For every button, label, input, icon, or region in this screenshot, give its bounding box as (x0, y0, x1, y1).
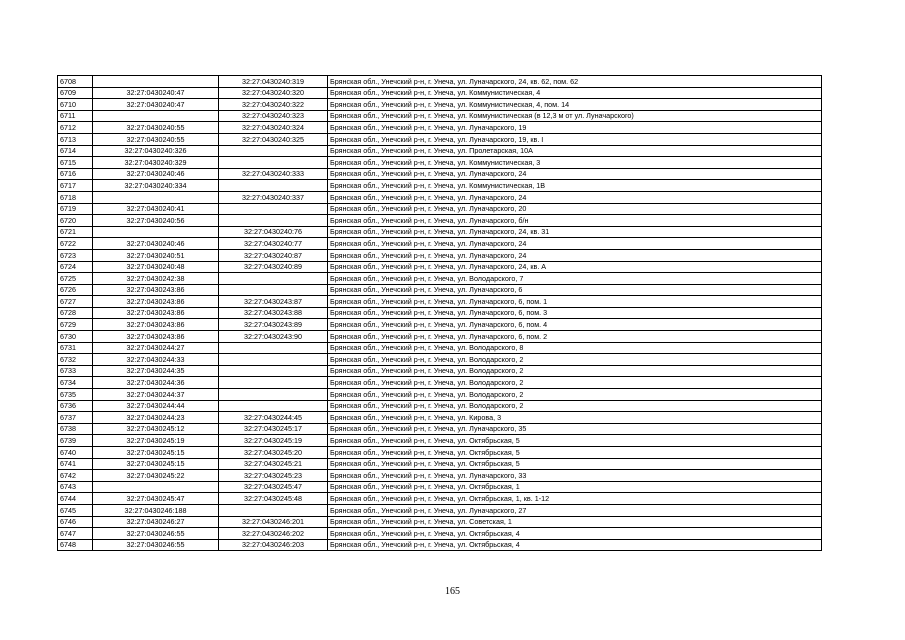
table-row (58, 87, 822, 99)
parent-cadastral-cell: 32:27:0430245:15 (93, 447, 219, 459)
parent-cadastral-cell: 32:27:0430240:47 (93, 99, 219, 111)
parent-cadastral-cell (93, 481, 219, 493)
cadastral-number-cell: 32:27:0430245:19 (219, 435, 328, 447)
address-cell: Брянская обл., Унечский р-н, г. Унеча, ул. Володарского, 8 (328, 342, 822, 354)
cadastral-number-cell (219, 354, 328, 366)
address-cell: Брянская обл., Унечский р-н, г. Унеча, ул. Володарского, 2 (328, 389, 822, 401)
row-number-cell: 6717 (58, 180, 93, 192)
address-cell: Брянская обл., Унечский р-н, г. Унеча, ул. Советская, 1 (328, 516, 822, 528)
address-cell: Брянская обл., Унечский р-н, г. Унеча, ул. Октябрьская, 5 (328, 435, 822, 447)
cadastral-number-cell: 32:27:0430246:201 (219, 516, 328, 528)
row-number-cell: 6732 (58, 354, 93, 366)
parent-cadastral-cell (93, 191, 219, 203)
row-number-cell: 6719 (58, 203, 93, 215)
cadastral-number-cell (219, 284, 328, 296)
row-number-cell: 6741 (58, 458, 93, 470)
parent-cadastral-cell: 32:27:0430242:38 (93, 273, 219, 285)
parent-cadastral-cell: 32:27:0430245:15 (93, 458, 219, 470)
address-cell: Брянская обл., Унечский р-н, г. Унеча, ул. Луначарского, 19, кв. I (328, 133, 822, 145)
parent-cadastral-cell: 32:27:0430246:188 (93, 504, 219, 516)
parent-cadastral-cell: 32:27:0430245:12 (93, 423, 219, 435)
address-cell: Брянская обл., Унечский р-н, г. Унеча, ул. Луначарского, 20 (328, 203, 822, 215)
parent-cadastral-cell: 32:27:0430240:46 (93, 238, 219, 250)
address-cell: Брянская обл., Унечский р-н, г. Унеча, ул. Луначарского, 24, кв. А (328, 261, 822, 273)
parent-cadastral-cell: 32:27:0430240:51 (93, 249, 219, 261)
table-row (58, 180, 822, 192)
cadastral-number-cell (219, 215, 328, 227)
cadastral-number-cell: 32:27:0430240:76 (219, 226, 328, 238)
parent-cadastral-cell: 32:27:0430243:86 (93, 319, 219, 331)
parent-cadastral-cell: 32:27:0430243:86 (93, 331, 219, 343)
row-number-cell: 6711 (58, 110, 93, 122)
table-row (58, 331, 822, 343)
address-cell: Брянская обл., Унечский р-н, г. Унеча, ул. Луначарского, 33 (328, 470, 822, 482)
parent-cadastral-cell: 32:27:0430246:55 (93, 528, 219, 540)
cadastral-number-cell: 32:27:0430245:21 (219, 458, 328, 470)
table-row (58, 539, 822, 551)
row-number-cell: 6724 (58, 261, 93, 273)
cadastral-number-cell (219, 203, 328, 215)
row-number-cell: 6727 (58, 296, 93, 308)
parent-cadastral-cell: 32:27:0430244:36 (93, 377, 219, 389)
cadastral-number-cell: 32:27:0430246:202 (219, 528, 328, 540)
table-row (58, 168, 822, 180)
row-number-cell: 6728 (58, 307, 93, 319)
address-cell: Брянская обл., Унечский р-н, г. Унеча, ул. Володарского, 7 (328, 273, 822, 285)
address-cell: Брянская обл., Унечский р-н, г. Унеча, ул. Луначарского, 6, пом. 4 (328, 319, 822, 331)
table-row (58, 365, 822, 377)
address-cell: Брянская обл., Унечский р-н, г. Унеча, ул. Луначарского, 27 (328, 504, 822, 516)
row-number-cell: 6738 (58, 423, 93, 435)
address-cell: Брянская обл., Унечский р-н, г. Унеча, ул. Володарского, 2 (328, 354, 822, 366)
table-row (58, 122, 822, 134)
parent-cadastral-cell: 32:27:0430243:86 (93, 284, 219, 296)
table-row (58, 145, 822, 157)
cadastral-number-cell (219, 180, 328, 192)
address-cell: Брянская обл., Унечский р-н, г. Унеча, ул. Коммунистическая, 1В (328, 180, 822, 192)
row-number-cell: 6722 (58, 238, 93, 250)
row-number-cell: 6733 (58, 365, 93, 377)
cadastral-number-cell: 32:27:0430240:319 (219, 76, 328, 88)
row-number-cell: 6726 (58, 284, 93, 296)
row-number-cell: 6745 (58, 504, 93, 516)
address-cell: Брянская обл., Унечский р-н, г. Унеча, ул. Пролетарская, 10А (328, 145, 822, 157)
row-number-cell: 6730 (58, 331, 93, 343)
cadastral-number-cell: 32:27:0430240:333 (219, 168, 328, 180)
row-number-cell: 6740 (58, 447, 93, 459)
address-cell: Брянская обл., Унечский р-н, г. Унеча, ул. Октябрьская, 5 (328, 447, 822, 459)
table-row (58, 528, 822, 540)
row-number-cell: 6718 (58, 191, 93, 203)
parent-cadastral-cell: 32:27:0430244:37 (93, 389, 219, 401)
table-row (58, 203, 822, 215)
parent-cadastral-cell: 32:27:0430244:33 (93, 354, 219, 366)
table-row (58, 412, 822, 424)
parent-cadastral-cell: 32:27:0430243:86 (93, 296, 219, 308)
row-number-cell: 6735 (58, 389, 93, 401)
address-cell: Брянская обл., Унечский р-н, г. Унеча, ул. Луначарского, 6 (328, 284, 822, 296)
cadastral-number-cell: 32:27:0430240:323 (219, 110, 328, 122)
parent-cadastral-cell (93, 76, 219, 88)
row-number-cell: 6734 (58, 377, 93, 389)
table-row (58, 389, 822, 401)
cadastral-number-cell: 32:27:0430243:87 (219, 296, 328, 308)
address-cell: Брянская обл., Унечский р-н, г. Унеча, ул. Луначарского, 24 (328, 191, 822, 203)
table-row (58, 342, 822, 354)
address-cell: Брянская обл., Унечский р-н, г. Унеча, ул. Коммунистическая, 4 (328, 87, 822, 99)
row-number-cell: 6715 (58, 157, 93, 169)
table-row (58, 400, 822, 412)
address-cell: Брянская обл., Унечский р-н, г. Унеча, ул. Луначарского, б/н (328, 215, 822, 227)
parent-cadastral-cell: 32:27:0430245:22 (93, 470, 219, 482)
table-row (58, 470, 822, 482)
address-cell: Брянская обл., Унечский р-н, г. Унеча, ул. Луначарского, 24, кв. 31 (328, 226, 822, 238)
address-cell: Брянская обл., Унечский р-н, г. Унеча, ул. Володарского, 2 (328, 400, 822, 412)
registry-table (57, 75, 822, 551)
address-cell: Брянская обл., Унечский р-н, г. Унеча, ул. Володарского, 2 (328, 365, 822, 377)
cadastral-number-cell: 32:27:0430240:320 (219, 87, 328, 99)
table-row (58, 133, 822, 145)
address-cell: Брянская обл., Унечский р-н, г. Унеча, ул. Коммунистическая (в 12,3 м от ул. Луначарского) (328, 110, 822, 122)
row-number-cell: 6737 (58, 412, 93, 424)
row-number-cell: 6709 (58, 87, 93, 99)
parent-cadastral-cell: 32:27:0430244:44 (93, 400, 219, 412)
row-number-cell: 6725 (58, 273, 93, 285)
table-row (58, 226, 822, 238)
cadastral-number-cell: 32:27:0430243:89 (219, 319, 328, 331)
row-number-cell: 6716 (58, 168, 93, 180)
address-cell: Брянская обл., Унечский р-н, г. Унеча, ул. Коммунистическая, 4, пом. 14 (328, 99, 822, 111)
cadastral-number-cell (219, 365, 328, 377)
parent-cadastral-cell: 32:27:0430243:86 (93, 307, 219, 319)
cadastral-number-cell: 32:27:0430246:203 (219, 539, 328, 551)
row-number-cell: 6723 (58, 249, 93, 261)
address-cell: Брянская обл., Унечский р-н, г. Унеча, ул. Октябрьская, 4 (328, 539, 822, 551)
row-number-cell: 6708 (58, 76, 93, 88)
cadastral-number-cell (219, 342, 328, 354)
address-cell: Брянская обл., Унечский р-н, г. Унеча, ул. Луначарского, 24, кв. 62, пом. 62 (328, 76, 822, 88)
table-row (58, 261, 822, 273)
cadastral-number-cell: 32:27:0430240:89 (219, 261, 328, 273)
table-row (58, 296, 822, 308)
page-number: 165 (445, 586, 460, 597)
cadastral-number-cell: 32:27:0430240:87 (219, 249, 328, 261)
row-number-cell: 6744 (58, 493, 93, 505)
parent-cadastral-cell: 32:27:0430244:27 (93, 342, 219, 354)
parent-cadastral-cell: 32:27:0430240:329 (93, 157, 219, 169)
row-number-cell: 6743 (58, 481, 93, 493)
address-cell: Брянская обл., Унечский р-н, г. Унеча, ул. Луначарского, 35 (328, 423, 822, 435)
parent-cadastral-cell: 32:27:0430240:326 (93, 145, 219, 157)
address-cell: Брянская обл., Унечский р-н, г. Унеча, ул. Луначарского, 6, пом. 2 (328, 331, 822, 343)
table-row (58, 319, 822, 331)
row-number-cell: 6736 (58, 400, 93, 412)
row-number-cell: 6746 (58, 516, 93, 528)
address-cell: Брянская обл., Унечский р-н, г. Унеча, ул. Володарского, 2 (328, 377, 822, 389)
cadastral-number-cell: 32:27:0430240:324 (219, 122, 328, 134)
row-number-cell: 6731 (58, 342, 93, 354)
row-number-cell: 6710 (58, 99, 93, 111)
table-row (58, 377, 822, 389)
address-cell: Брянская обл., Унечский р-н, г. Унеча, ул. Луначарского, 6, пом. 1 (328, 296, 822, 308)
cadastral-number-cell: 32:27:0430245:20 (219, 447, 328, 459)
address-cell: Брянская обл., Унечский р-н, г. Унеча, ул. Октябрьская, 1 (328, 481, 822, 493)
parent-cadastral-cell: 32:27:0430240:41 (93, 203, 219, 215)
parent-cadastral-cell: 32:27:0430240:46 (93, 168, 219, 180)
cadastral-number-cell: 32:27:0430240:325 (219, 133, 328, 145)
cadastral-number-cell (219, 273, 328, 285)
address-cell: Брянская обл., Унечский р-н, г. Унеча, ул. Луначарского, 19 (328, 122, 822, 134)
table-row (58, 435, 822, 447)
cadastral-number-cell: 32:27:0430245:17 (219, 423, 328, 435)
cadastral-number-cell (219, 504, 328, 516)
row-number-cell: 6739 (58, 435, 93, 447)
cadastral-number-cell: 32:27:0430243:88 (219, 307, 328, 319)
cadastral-number-cell: 32:27:0430245:48 (219, 493, 328, 505)
cadastral-number-cell: 32:27:0430245:47 (219, 481, 328, 493)
table-row (58, 238, 822, 250)
table-row (58, 516, 822, 528)
table-row (58, 423, 822, 435)
table-row (58, 191, 822, 203)
parent-cadastral-cell: 32:27:0430240:47 (93, 87, 219, 99)
table-row (58, 157, 822, 169)
address-cell: Брянская обл., Унечский р-н, г. Унеча, ул. Коммунистическая, 3 (328, 157, 822, 169)
parent-cadastral-cell: 32:27:0430245:19 (93, 435, 219, 447)
address-cell: Брянская обл., Унечский р-н, г. Унеча, ул. Кирова, 3 (328, 412, 822, 424)
table-row (58, 504, 822, 516)
table-row (58, 215, 822, 227)
parent-cadastral-cell (93, 110, 219, 122)
address-cell: Брянская обл., Унечский р-н, г. Унеча, ул. Октябрьская, 5 (328, 458, 822, 470)
row-number-cell: 6714 (58, 145, 93, 157)
parent-cadastral-cell: 32:27:0430240:55 (93, 122, 219, 134)
row-number-cell: 6721 (58, 226, 93, 238)
cadastral-number-cell: 32:27:0430240:77 (219, 238, 328, 250)
table-row (58, 481, 822, 493)
row-number-cell: 6742 (58, 470, 93, 482)
table-row (58, 110, 822, 122)
table-row (58, 354, 822, 366)
address-cell: Брянская обл., Унечский р-н, г. Унеча, ул. Октябрьская, 4 (328, 528, 822, 540)
registry-table-body (58, 76, 822, 551)
parent-cadastral-cell: 32:27:0430240:334 (93, 180, 219, 192)
parent-cadastral-cell: 32:27:0430246:55 (93, 539, 219, 551)
address-cell: Брянская обл., Унечский р-н, г. Унеча, ул. Луначарского, 24 (328, 238, 822, 250)
parent-cadastral-cell (93, 226, 219, 238)
table-row (58, 273, 822, 285)
table-row (58, 447, 822, 459)
table-row (58, 284, 822, 296)
cadastral-number-cell (219, 377, 328, 389)
cadastral-number-cell: 32:27:0430245:23 (219, 470, 328, 482)
table-row (58, 493, 822, 505)
cadastral-number-cell: 32:27:0430240:337 (219, 191, 328, 203)
cadastral-number-cell (219, 389, 328, 401)
row-number-cell: 6712 (58, 122, 93, 134)
parent-cadastral-cell: 32:27:0430245:47 (93, 493, 219, 505)
cadastral-number-cell (219, 145, 328, 157)
parent-cadastral-cell: 32:27:0430244:23 (93, 412, 219, 424)
parent-cadastral-cell: 32:27:0430240:56 (93, 215, 219, 227)
row-number-cell: 6713 (58, 133, 93, 145)
row-number-cell: 6720 (58, 215, 93, 227)
parent-cadastral-cell: 32:27:0430244:35 (93, 365, 219, 377)
table-row (58, 99, 822, 111)
address-cell: Брянская обл., Унечский р-н, г. Унеча, ул. Луначарского, 24 (328, 168, 822, 180)
parent-cadastral-cell: 32:27:0430240:48 (93, 261, 219, 273)
parent-cadastral-cell: 32:27:0430246:27 (93, 516, 219, 528)
table-row (58, 249, 822, 261)
cadastral-number-cell (219, 157, 328, 169)
cadastral-number-cell: 32:27:0430240:322 (219, 99, 328, 111)
table-row (58, 307, 822, 319)
address-cell: Брянская обл., Унечский р-н, г. Унеча, ул. Луначарского, 24 (328, 249, 822, 261)
cadastral-number-cell (219, 400, 328, 412)
address-cell: Брянская обл., Унечский р-н, г. Унеча, ул. Октябрьская, 1, кв. 1-12 (328, 493, 822, 505)
table-row (58, 458, 822, 470)
address-cell: Брянская обл., Унечский р-н, г. Унеча, ул. Луначарского, 6, пом. 3 (328, 307, 822, 319)
row-number-cell: 6747 (58, 528, 93, 540)
row-number-cell: 6729 (58, 319, 93, 331)
cadastral-number-cell: 32:27:0430243:90 (219, 331, 328, 343)
parent-cadastral-cell: 32:27:0430240:55 (93, 133, 219, 145)
cadastral-number-cell: 32:27:0430244:45 (219, 412, 328, 424)
table-row (58, 76, 822, 88)
row-number-cell: 6748 (58, 539, 93, 551)
